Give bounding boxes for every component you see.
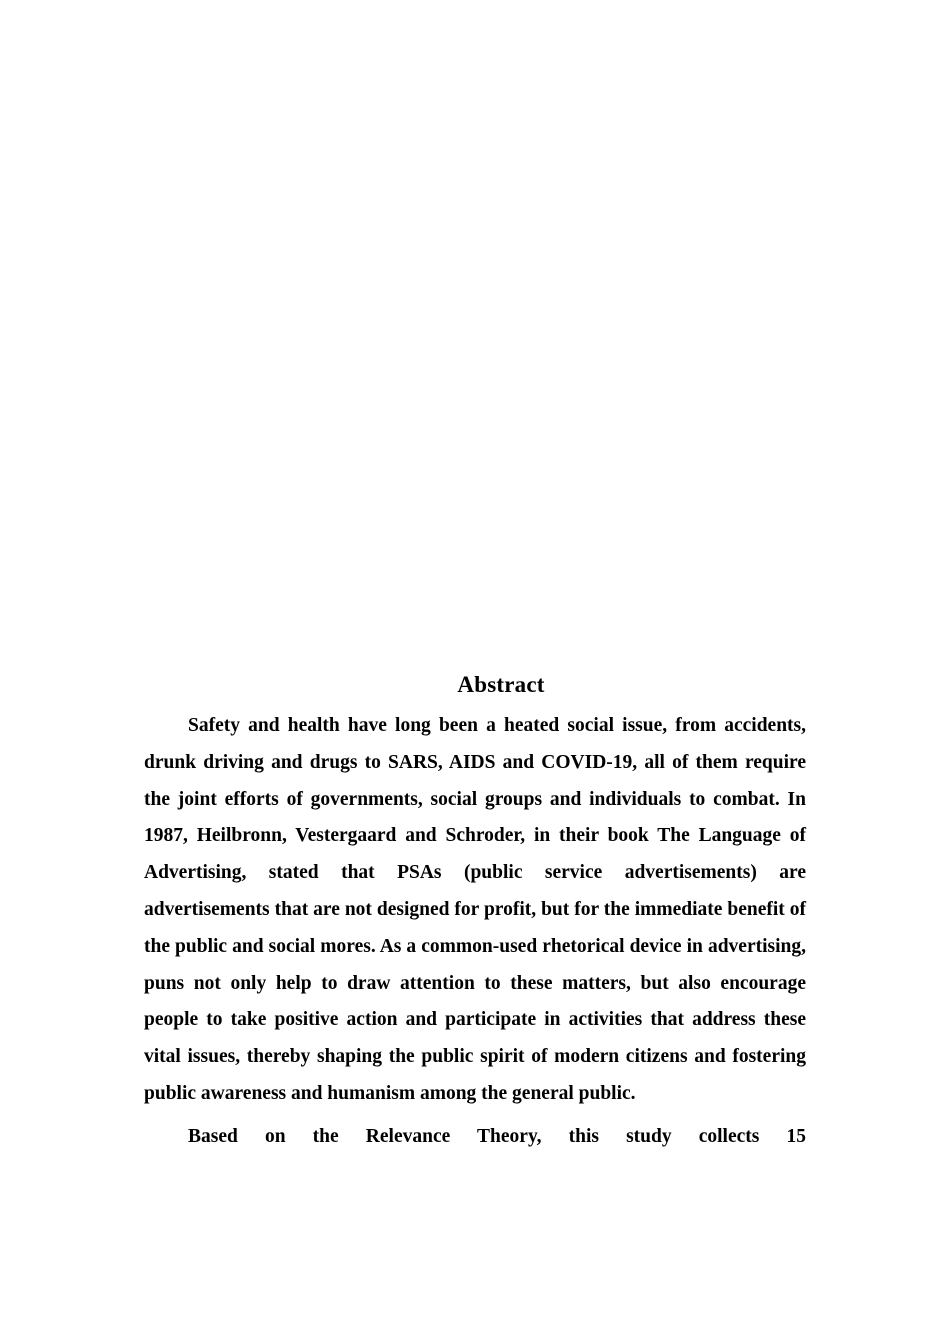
abstract-section xyxy=(144,670,806,1156)
abstract-paragraph-2: Based on the Relevance Theory, this study collects 15 xyxy=(188,1125,806,1147)
abstract-heading: Abstract xyxy=(457,672,545,697)
abstract-paragraph-1: Safety and health have long been a heated social issue, from accidents, drunk driving and drugs to SARS, AIDS and COVID-19, all of them require the joint efforts of governments, social groups and individuals to combat. In 1987, Heilbronn, Vestergaard and Schroder, in their book The Language of Advertising, stated that PSAs (public service advertisements) are advertisements that are not designed for profit, but for the immediate benefit of the public and social mores. As a common-used rhetorical device in advertising, puns not only help to draw attention to these matters, but also encourage people to take positive action and participate in activities that address these vital issues, thereby shaping the public spirit of modern citizens and fostering public awareness and humanism among the general public. xyxy=(144,715,806,1104)
